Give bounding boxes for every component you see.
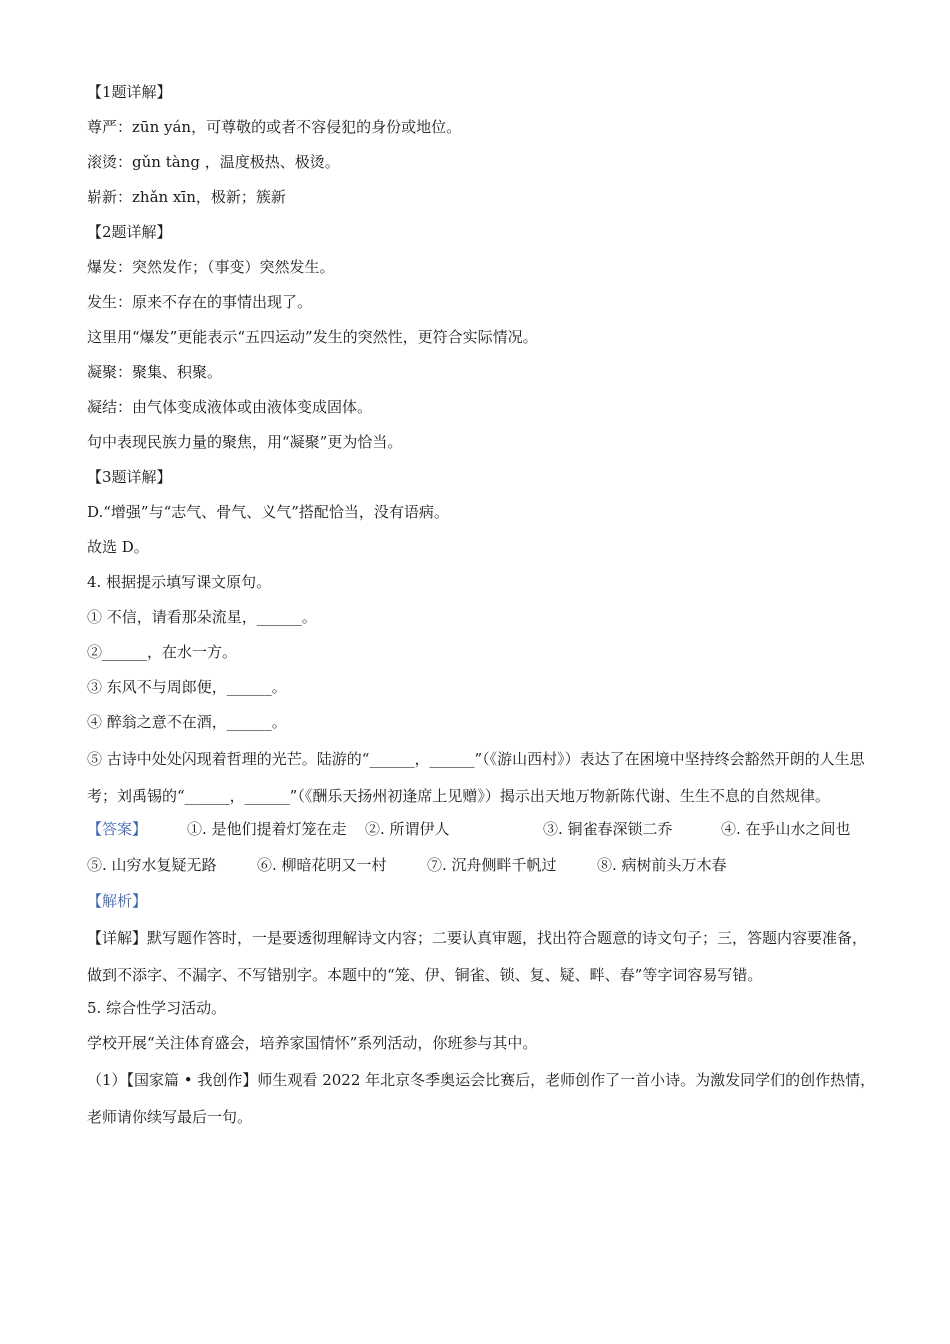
q2-line-2: 发生：原来不存在的事情出现了。 bbox=[87, 293, 313, 311]
answer-item-3: ③. 铜雀春深锁二乔 bbox=[543, 820, 673, 838]
answer-item-2: ②. 所谓伊人 bbox=[365, 820, 450, 838]
q4-item-5: ⑤ 古诗中处处闪现着哲理的光芒。陆游的“______，______”（《游山西村》）表达了在困境中坚持终会豁然开朗的人生思考；刘禹锡的“______，______”（《酬乐天扬州初逢席上见赠》）揭示出天地万物新陈代谢、生生不息的自然规律。 bbox=[87, 750, 865, 805]
document-page bbox=[87, 76, 877, 1134]
q2-line-5: 凝结：由气体变成液体或由液体变成固体。 bbox=[87, 398, 373, 416]
q4-title: 4. 根据提示填写课文原句。 bbox=[87, 573, 272, 591]
q3-heading: 【3题详解】 bbox=[87, 468, 172, 486]
q4-item-4: ④ 醉翁之意不在酒，______。 bbox=[87, 713, 287, 731]
answer-item-8: ⑧. 病树前头万木春 bbox=[597, 856, 727, 874]
q4-item-2: ②______，在水一方。 bbox=[87, 643, 238, 661]
answer-item-4: ④. 在乎山水之间也 bbox=[721, 820, 851, 838]
q4-item-3: ③ 东风不与周郎便，______。 bbox=[87, 678, 287, 696]
q5-line-2: （1）【国家篇 • 我创作】师生观看 2022 年北京冬季奥运会比赛后，老师创作了一首小诗。为激发同学们的创作热情，老师请你续写最后一句。 bbox=[87, 1071, 876, 1126]
q1-line-2: 滚烫：gǔn tàng ，温度极热、极烫。 bbox=[87, 153, 340, 171]
answer-label: 【答案】 bbox=[87, 820, 148, 838]
q2-heading: 【2题详解】 bbox=[87, 223, 172, 241]
answer-item-5: ⑤. 山穷水复疑无路 bbox=[87, 856, 217, 874]
answer-item-7: ⑦. 沉舟侧畔千帆过 bbox=[427, 856, 557, 874]
q2-line-3: 这里用“爆发”更能表示“五四运动”发生的突然性，更符合实际情况。 bbox=[87, 328, 538, 346]
analysis-detail: 【详解】默写题作答时，一是要透彻理解诗文内容；二要认真审题，找出符合题意的诗文句子；三，答题内容要准备，做到不添字、不漏字、不写错别字。本题中的“笼、伊、铜雀、锁、复、疑、畔、春”等字词容易写错。 bbox=[87, 929, 868, 984]
q3-line-1: D.“增强”与“志气、骨气、义气”搭配恰当，没有语病。 bbox=[87, 503, 449, 521]
analysis-label: 【解析】 bbox=[87, 892, 148, 910]
answer-item-6: ⑥. 柳暗花明又一村 bbox=[257, 856, 387, 874]
q1-line-1: 尊严：zūn yán，可尊敬的或者不容侵犯的身份或地位。 bbox=[87, 118, 462, 136]
q1-line-3: 崭新：zhǎn xīn，极新；簇新 bbox=[87, 188, 286, 206]
q3-line-2: 故选 D。 bbox=[87, 538, 149, 556]
q2-line-6: 句中表现民族力量的聚焦，用“凝聚”更为恰当。 bbox=[87, 433, 403, 451]
q2-line-4: 凝聚：聚集、积聚。 bbox=[87, 363, 223, 381]
answer-item-1: ①. 是他们提着灯笼在走 bbox=[187, 820, 347, 838]
q1-heading: 【1题详解】 bbox=[87, 83, 172, 101]
answer-row-2 bbox=[87, 849, 877, 885]
answer-row-1 bbox=[87, 813, 877, 849]
q4-item-1: ① 不信，请看那朵流星，______。 bbox=[87, 608, 317, 626]
q5-title: 5. 综合性学习活动。 bbox=[87, 999, 227, 1017]
q2-line-1: 爆发：突然发作；（事变）突然发生。 bbox=[87, 258, 335, 276]
q5-line-1: 学校开展“关注体育盛会，培养家国情怀”系列活动，你班参与其中。 bbox=[87, 1034, 538, 1052]
